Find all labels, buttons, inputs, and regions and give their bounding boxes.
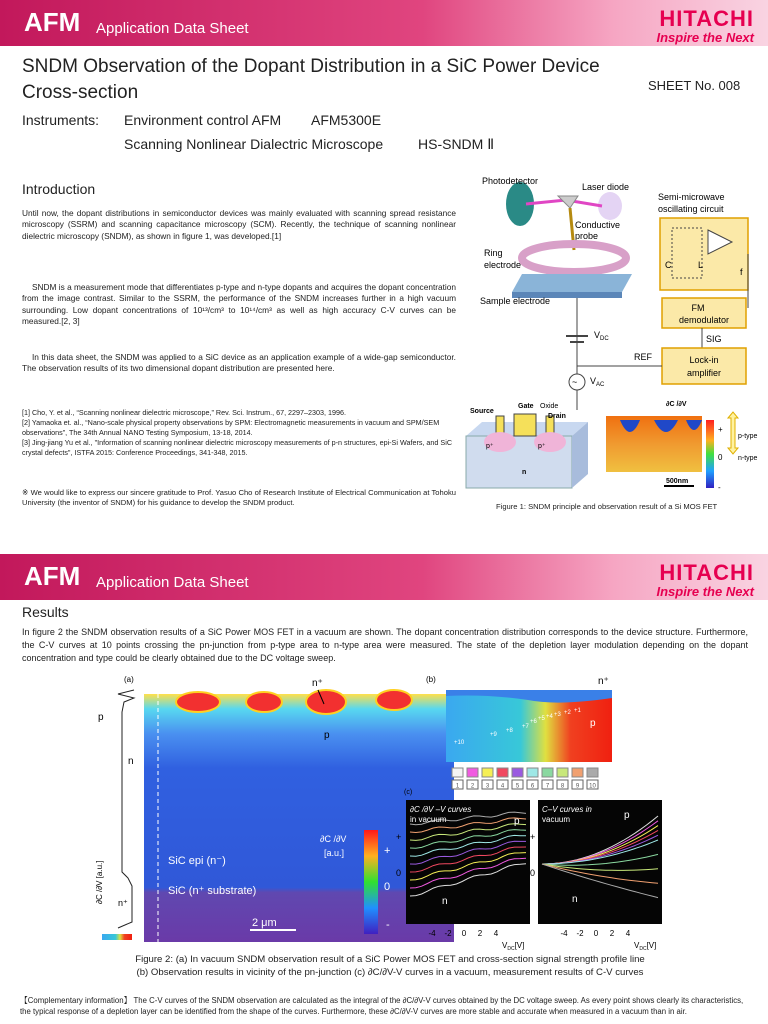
figure-2-caption-line-1: Figure 2: (a) In vacuum SNDM observation result of a SiC Power MOS FET and cross-section signal strength profile line [135,954,645,965]
point-1: +1 [574,708,581,714]
probe-label-1: Conductive [575,220,621,230]
cv-n-label: n [572,894,578,905]
point-3: +3 [554,712,561,718]
brand-tagline-2: Inspire the Next [656,584,754,599]
profile-color-strip [102,934,132,940]
title-line-1: SNDM Observation of the Dopant Distribution in a SiC Power Device [22,56,600,77]
figure-1 [462,170,762,532]
lock-in-box [662,348,746,384]
vac-label: $V_{AC}$ [590,376,605,388]
title-line-2: Cross-section [22,82,139,103]
point-4: +4 [546,714,553,720]
legend-number-2: 2 [470,783,475,790]
main-p-label: p [324,730,330,741]
legend-swatch-4 [497,768,508,777]
zoom-p-label: p [590,718,596,729]
reference-3: [3] Jing-jiang Yu et al., "Information of scanning nonlinear dielectric microscopy measurements of p-n structures, epi-Si Wafers, and SiC crystal defects", ISTFA 2015: Conference Proceedings, 341-348, 2015. [22,438,453,457]
header-banner-2 [0,554,768,600]
hitachi-logo-2 [656,562,754,599]
legend-number-7: 7 [545,783,550,790]
cv-x-axis-label: $V_{DC}[V]$ [634,941,657,952]
fm-label-2: demodulator [678,315,730,325]
pwell-3 [306,690,346,714]
sheet-number: SHEET No. 008 [648,78,741,93]
legend-swatch-10 [587,768,598,777]
panel-c-label: (c) [404,789,413,796]
ring-label-1: Ring [484,248,503,258]
intro-paragraph-2: SNDM is a measurement mode that differentiates p-type and n-type dopants and acquires the dopant concentration from the image contrast. Similar to the SSRM, the performance of the SNDM increases further in a high vacuum surrounding. Low dopant concentrations of 10¹³/cm³ to 10¹⁴/cm³ as well as high accuracy C-V curves can be measured.[2, 3] [22,282,456,327]
point-6: +6 [530,719,537,725]
panel-a-label: (a) [124,675,134,684]
legend-swatch-2 [467,768,478,777]
drain-label: Drain [548,413,566,420]
ref-label: REF [634,352,652,362]
legend-number-1: 1 [455,783,460,790]
xticks2-tick-1: -2 [576,929,584,938]
point-10: +10 [454,740,465,746]
sample [512,274,632,292]
profile-nplus-label: n⁺ [118,898,128,908]
xticks2-tick-3: 2 [609,929,615,938]
fig1-color-bar [706,420,714,488]
pwell-4 [376,690,412,710]
instruments-label: Instruments: [22,112,100,128]
afm-title-2: AFM [24,561,81,591]
capacitor-label: C [665,260,672,270]
xticks1-tick-4: 4 [493,929,499,938]
cbar-plus: + [384,845,391,857]
legend-number-9: 9 [575,783,580,790]
ntype-label: n-type [738,455,758,462]
point-2: +2 [564,710,571,716]
main-color-bar [364,830,378,934]
point-8: +8 [506,728,513,734]
semi-label-2: oscillating circuit [658,204,724,214]
photodetector-label: Photodetector [482,176,539,186]
legend-swatch-3 [482,768,493,777]
gate [514,414,536,436]
source-label: Source [470,408,494,415]
pplus-label-2: p⁺ [538,443,546,450]
legend-swatch-1 [452,768,463,777]
header-banner [0,0,768,46]
freq-label: f [740,267,743,277]
fig1-cbar-plus: + [718,425,723,434]
reference-1: [1] Cho, Y. et al., “Scanning nonlinear dielectric microscope,” Rev. Sci. Instrum., 67, 2297–2303, 1996. [22,408,347,417]
sic-epi-label: SiC epi (n⁻) [168,855,226,867]
inductor-label: L [698,260,704,270]
legend-number-3: 3 [485,783,490,790]
type-arrow [728,412,738,454]
brand-name: HITACHI [659,6,754,31]
tilde-icon: ~ [572,377,578,387]
dcdv-x-axis-label: $V_{DC}[V]$ [502,941,525,952]
point-7: +7 [522,724,529,730]
afm-title: AFM [24,7,81,37]
ptype-label: p-type [738,433,758,440]
oscillating-circuit-box [660,218,748,290]
probe-label-2: probe [575,231,599,241]
lock-in-label-2: amplifier [686,368,722,378]
legend-number-10: 10 [589,783,596,790]
lock-in-label-1: Lock-in [689,355,719,365]
main-nplus-label: n⁺ [312,678,323,689]
cbar-zero: 0 [384,881,391,893]
figure-1-caption: Figure 1: SNDM principle and observation result of a Si MOS FET [496,502,718,511]
xticks1-tick-2: 0 [461,929,467,938]
fig1-dcdv-label: ∂C /∂V [666,401,687,408]
results-heading: Results [22,604,69,620]
instrument-2-model: HS-SNDM Ⅱ [418,136,495,152]
zoom-nplus-label: n⁺ [598,676,609,687]
app-sheet-label-2: Application Data Sheet [96,574,249,591]
xticks1-tick-1: -2 [444,929,452,938]
figure-2-caption-line-2: (b) Observation results in vicinity of the pn-junction (c) ∂C/∂V-V curves in a vacuum, measurement results of C-V curves [136,967,644,978]
legend-swatch-5 [512,768,523,777]
figure-2 [88,672,680,952]
brand-name-2: HITACHI [659,560,754,585]
pwell-1 [176,692,220,712]
doc-title [22,54,642,106]
legend-swatch-8 [557,768,568,777]
legend-number-8: 8 [560,783,565,790]
dcdv-title-1: ∂C /∂V –V curves [410,805,472,814]
point-9: +9 [490,732,497,738]
legend-number-5: 5 [515,783,520,790]
instrument-2: Scanning Nonlinear Dialectric Microscope [124,136,384,152]
dcdv-title-2: in vacuum [410,815,447,824]
pplus-label-1: p⁺ [486,443,494,450]
xticks2-tick-4: 4 [625,929,631,938]
legend-number-4: 4 [500,783,505,790]
fig1-cbar-zero: 0 [718,453,723,462]
main-scale-label: 2 μm [252,917,277,929]
intro-heading: Introduction [22,181,96,197]
app-sheet-label: Application Data Sheet [96,20,249,37]
cv-p-label: p [624,810,630,821]
cv-title-1: C–V curves in [542,805,592,814]
oxide-label: Oxide [540,403,559,410]
sic-substrate-label: SiC (n⁺ substrate) [168,885,257,897]
xticks2-tick-2: 0 [593,929,599,938]
profile-axis-label: ∂C /∂V [a.u.] [95,860,104,904]
main-dcdv-label: ∂C /∂V [320,834,347,844]
sig-label: SIG [706,334,722,344]
semi-label-1: Semi-microwave [658,192,725,202]
panel-b-label: (b) [426,675,436,684]
vdc-label: $V_{DC}$ [594,330,609,342]
profile-line [118,690,134,928]
hitachi-logo [656,8,754,45]
dcdv-yzero: 0 [396,868,402,878]
fig1-scale-label: 500nm [666,478,689,485]
point-5: +5 [538,716,545,722]
cv-yplus: + [530,832,536,842]
figure-2-caption [110,953,670,979]
gate-label: Gate [518,403,534,410]
intro-paragraph-3: In this data sheet, the SNDM was applied to a SiC device as an application example of a wide-gap semiconductor. The observation results of its two dimensional dopant distribution are presented here. [22,352,456,374]
xticks1-tick-0: -4 [428,929,436,938]
cv-x-ticks [560,929,630,938]
profile-n-label: n [128,756,134,767]
legend-number-6: 6 [530,783,535,790]
dcdv-yplus: + [396,832,402,842]
main-au-label: [a.u.] [324,848,345,858]
ring-label-2: electrode [484,260,522,270]
intro-paragraph-1: Until now, the dopant distributions in semiconductor devices was mainly evaluated with scanning spread resistance microscopy (SSRM) and scanning capacitance microscopy (SCM). Recently, the technique of scanning nonlinear dielectric microscopy (SNDM), as shown in figure 1, was developed.[1] [22,208,456,241]
sample-electrode-label: Sample electrode [480,296,551,306]
fm-label-1: FM [691,303,705,313]
acknowledgement: ※ We would like to express our sincere gratitude to Prof. Yasuo Cho of Research Institute of Electrical Communication at Tohoku University (the inventor of SNDM) for his guidance to develop the SNDM product. [22,488,456,508]
cv-title-2: vacuum [542,815,571,824]
results-paragraph: In figure 2 the SNDM observation results of a SiC Power MOS FET in a vacuum are shown. The dopant concentration distribution corresponds to the device structure. Furthermore, the C-V curves at 10 points crossing the pn-junction from p-type area to n-type area were measured. The state of the depletion layer modulation depending on the dopant concentration and type could be clearly obtained due to the DC voltage sweep. [22,627,748,663]
sndm-image [606,416,702,472]
profile-p-label: p [98,712,104,723]
reference-2: [2] Yamaoka et. al., “Nano-scale physical property observations by SPM: Electromagnetic measurements in vacuum and SPM/SEM observations”, The 34th Annual NANO Testing Symposium, 13-18, 2014. [22,418,440,437]
laser-diode-label: Laser diode [582,182,630,192]
n-label: n [522,469,527,476]
cbar-minus: - [386,919,390,931]
instrument-1-model: AFM5300E [311,112,382,128]
brand-tagline: Inspire the Next [656,30,754,45]
pwell-2 [246,692,282,712]
dcdv-p-label: p [514,816,520,827]
legend-swatch-6 [527,768,538,777]
references [22,408,456,458]
dcdv-n-label: n [442,896,448,907]
complementary-information: 【Complementary information】 The C-V curves of the SNDM observation are calculated as the integral of the ∂C/∂V-V curves obtained by the DC voltage sweep. As every point shows clearly its characteristics, the typical response of a depletion layer can be identified from the shape of the curves. Furthermore, these ∂C/∂V-V curves are more stable and accurate when measured in a vacuum than in air. [20,996,744,1016]
legend-swatch-9 [572,768,583,777]
xticks1-tick-3: 2 [477,929,483,938]
xticks2-tick-0: -4 [560,929,568,938]
instrument-1: Environment control AFM [124,112,282,128]
fig1-cbar-minus: - [718,483,721,492]
cv-yzero: 0 [530,868,536,878]
legend-boxes [452,768,598,790]
legend-swatch-7 [542,768,553,777]
